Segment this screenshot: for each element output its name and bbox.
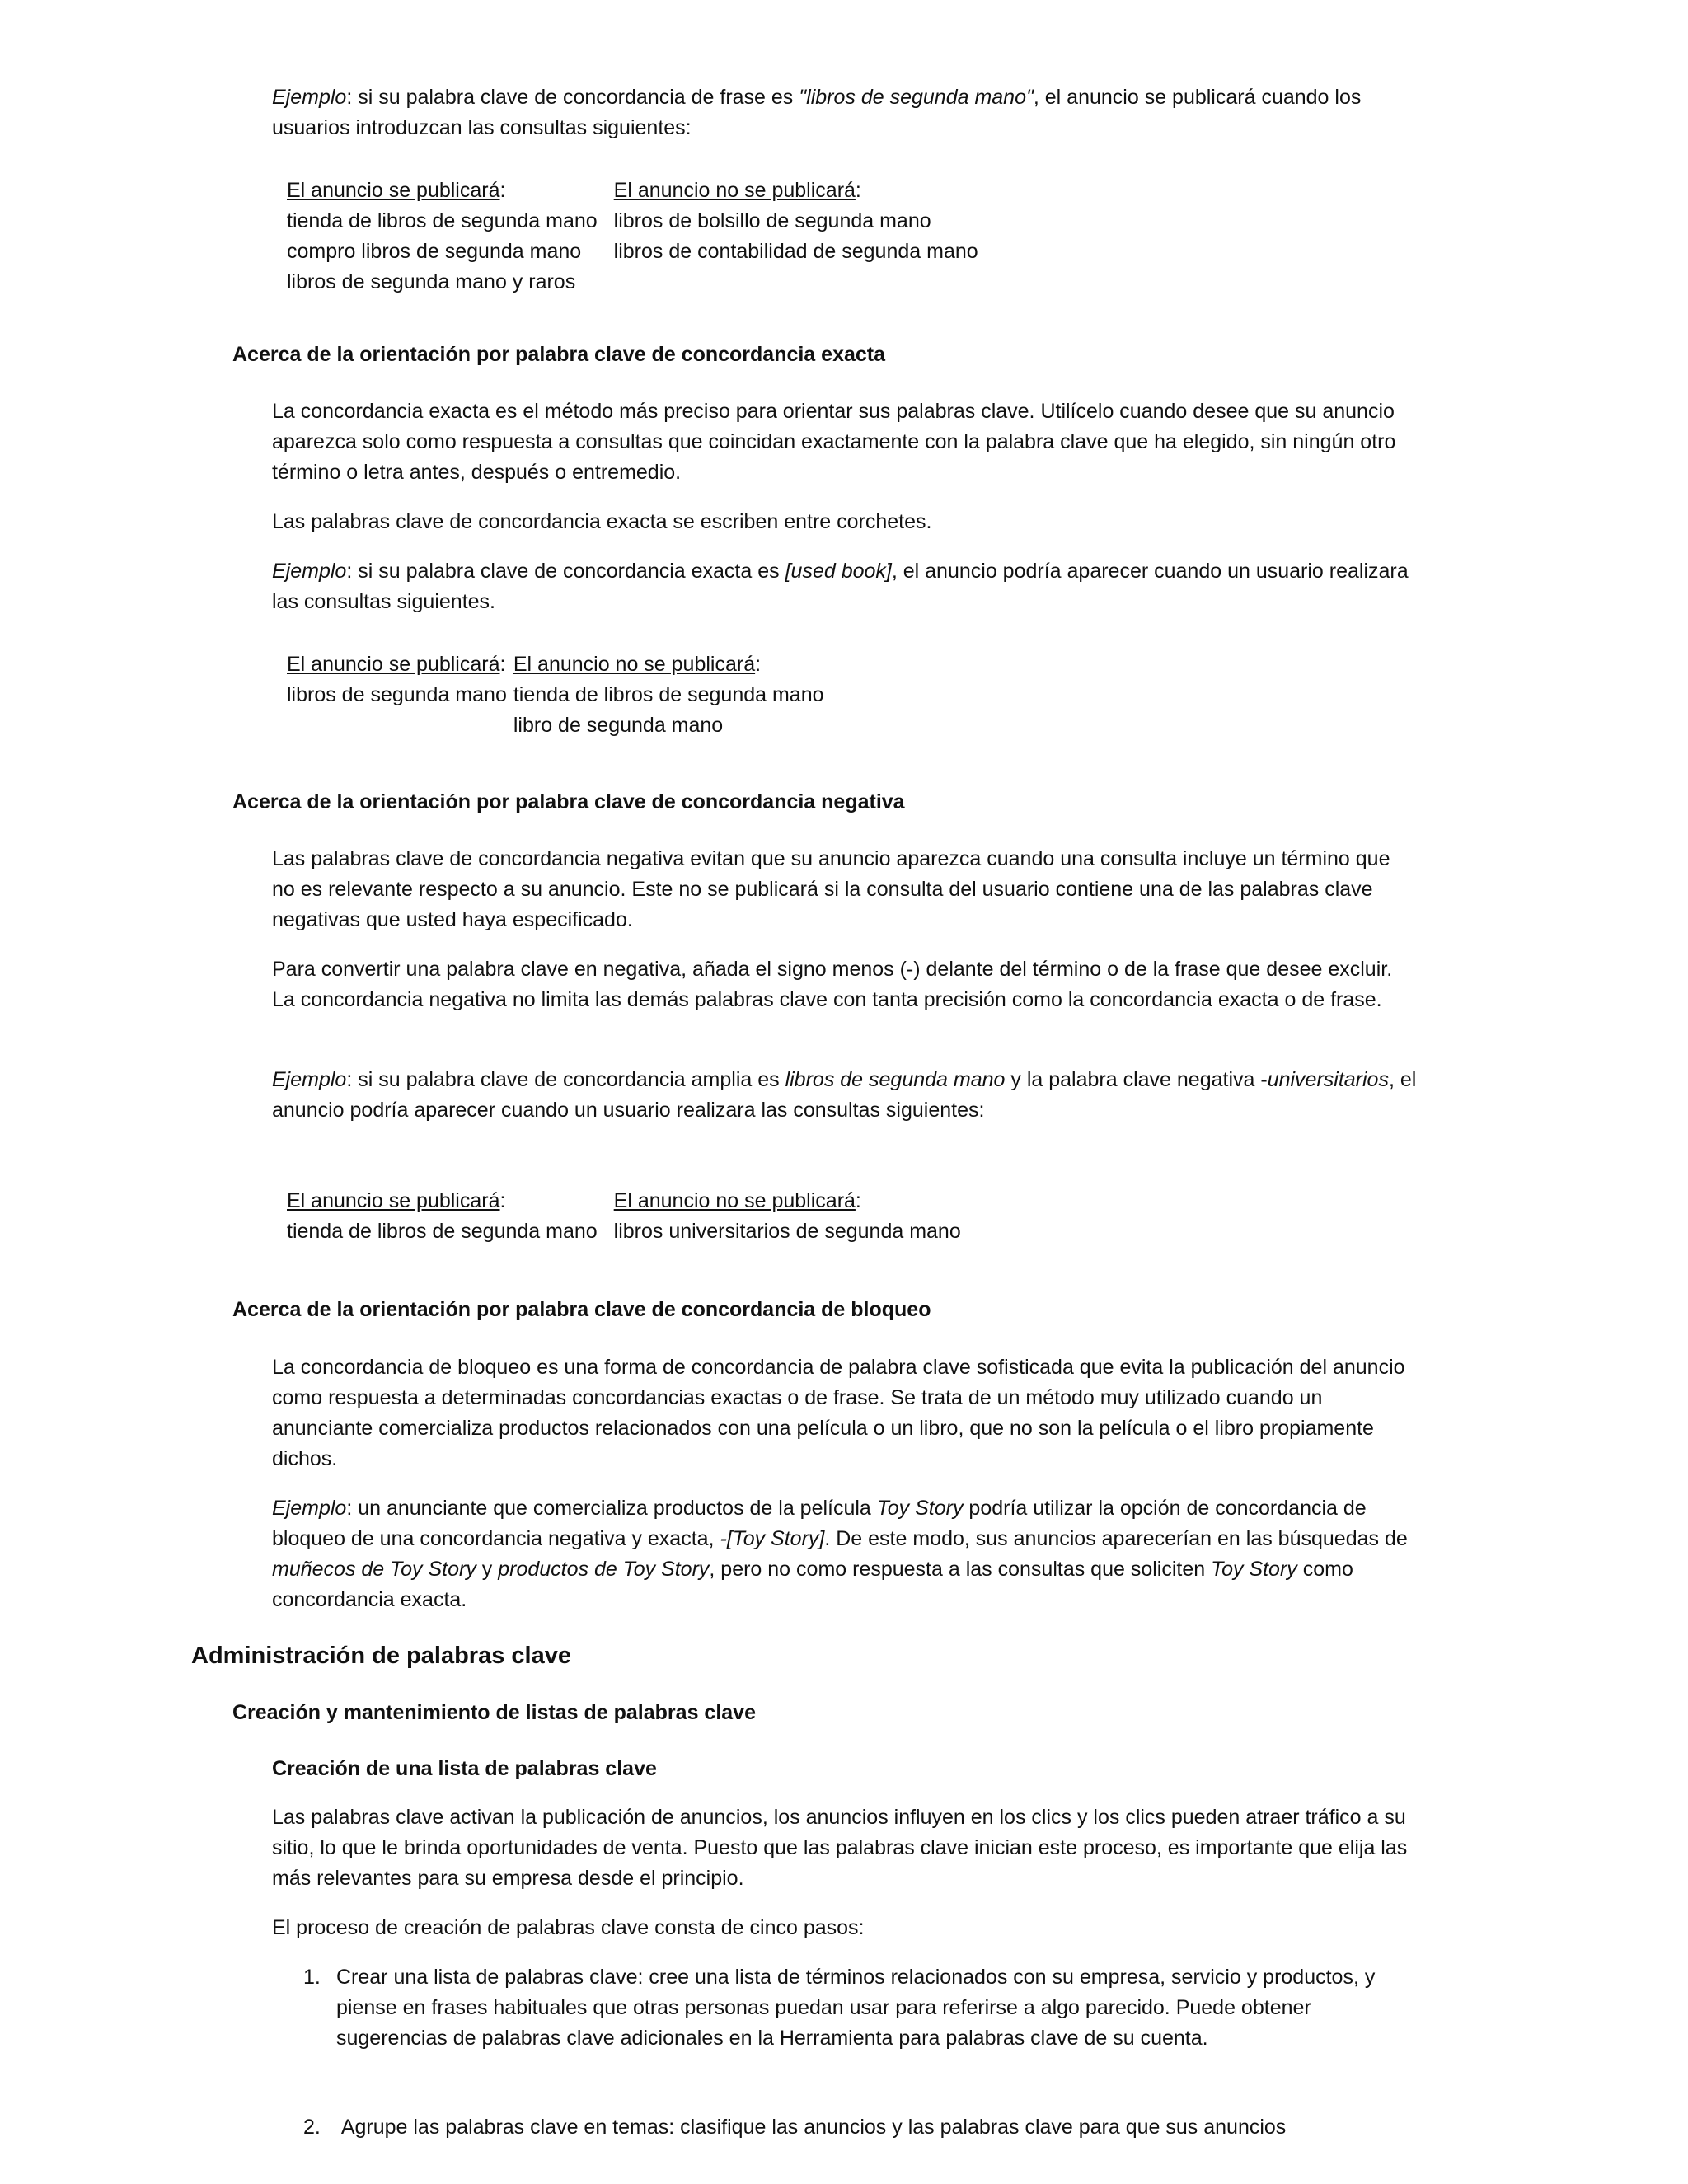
negative-example-paragraph: Ejemplo: si su palabra clave de concordancia amplia es libros de segunda mano y la palabra clave negativa -universitarios, el anuncio podría aparecer cuando un usuario realizara las consultas siguientes: bbox=[272, 1068, 1417, 1122]
table-cell: libros de segunda mano bbox=[287, 683, 507, 706]
table-cell: libros de contabilidad de segunda mano bbox=[613, 240, 978, 263]
table-cell: tienda de libros de segunda mano bbox=[287, 209, 598, 232]
exact-paragraph-2: Las palabras clave de concordancia exacta se escriben entre corchetes. bbox=[272, 510, 932, 533]
col-header-published: El anuncio se publicará bbox=[287, 653, 500, 676]
list-item-text: Crear una lista de palabras clave: cree una lista de términos relacionados con su empresa, servicio y productos, y piense en frases habituales que otras personas puedan usar para referirse a algo parecido. Puede obtener sugerencias de palabras clave adicionales en la Herramienta para palabras clave de su cuenta. bbox=[336, 1966, 1376, 2050]
table-cell: tienda de libros de segunda mano bbox=[287, 1220, 598, 1243]
list-item-clipped bbox=[272, 2112, 1426, 2139]
col-header-published: El anuncio se publicará bbox=[287, 179, 500, 202]
blocking-paragraph-1: La concordancia de bloqueo es una forma de concordancia de palabra clave sofisticada que evita la publicación del anuncio como respuesta a determinadas concordancias exactas o de frase. Se trata de un método muy utilizado cuando un anunciante comercializa productos relacionados con una película o un libro, que no son la película o el libro propiamente dichos. bbox=[272, 1356, 1405, 1470]
exact-example-table: El anuncio se publicará: El anuncio no se publicará: libros de segunda mano tienda de libros de segunda mano libro de segunda mano bbox=[287, 649, 824, 741]
section-heading-admin: Administración de palabras clave bbox=[191, 1643, 571, 1669]
section-heading-blocking: Acerca de la orientación por palabra clave de concordancia de bloqueo bbox=[232, 1298, 931, 1321]
exact-paragraph-1: La concordancia exacta es el método más preciso para orientar sus palabras clave. Utilícelo cuando desee que su anuncio aparezca solo como respuesta a consultas que coincidan exactamente con la palabra clave que ha elegido, sin ningún otro término o letra antes, después o entremedio. bbox=[272, 400, 1396, 484]
negative-example-table: El anuncio se publicará: El anuncio no se publicará: tienda de libros de segunda mano libros universitarios de segunda mano bbox=[287, 1186, 961, 1247]
admin-paragraph-1: Las palabras clave activan la publicación de anuncios, los anuncios influyen en los clics y los clics pueden atraer tráfico a su sitio, lo que le brinda oportunidades de venta. Puesto que las palabras clave inician este proceso, es importante que elija las más relevantes para su empresa desde el principio. bbox=[272, 1806, 1408, 1890]
table-cell bbox=[287, 710, 513, 741]
table-cell: libros universitarios de segunda mano bbox=[613, 1220, 961, 1243]
table-cell: compro libros de segunda mano bbox=[287, 240, 582, 263]
blocking-example-paragraph: Ejemplo: un anunciante que comercializa productos de la película Toy Story podría utilizar la opción de concordancia de bloqueo de una concordancia negativa y exacta, -[Toy Story]. De este modo, sus anuncios aparecerían en las búsquedas de muñecos de Toy Story y productos de Toy Story, pero no como respuesta a las consultas que soliciten Toy Story como concordancia exacta. bbox=[272, 1497, 1408, 1611]
list-item-number: 2. bbox=[303, 2116, 321, 2139]
table-cell: tienda de libros de segunda mano bbox=[513, 683, 824, 706]
subheading-lists: Creación y mantenimiento de listas de palabras clave bbox=[232, 1701, 756, 1724]
section-heading-exact: Acerca de la orientación por palabra clave de concordancia exacta bbox=[232, 343, 886, 366]
list-item-number: 1. bbox=[303, 1966, 321, 1989]
table-cell: libros de segunda mano y raros bbox=[287, 270, 576, 293]
table-cell: libro de segunda mano bbox=[513, 714, 724, 737]
admin-paragraph-2: El proceso de creación de palabras clave consta de cinco pasos: bbox=[272, 1916, 865, 1939]
col-header-not-published: El anuncio no se publicará bbox=[613, 1189, 856, 1212]
col-header-published: El anuncio se publicará bbox=[287, 1189, 500, 1212]
list-item-text: Agrupe las palabras clave en temas: clasifique las anuncios y las palabras clave para que sus anuncios bbox=[340, 2116, 1287, 2139]
table-cell bbox=[614, 267, 978, 298]
subsubheading-create-list: Creación de una lista de palabras clave bbox=[272, 1757, 657, 1780]
negative-paragraph-2: Para convertir una palabra clave en negativa, añada el signo menos (-) delante del término o de la frase que desee excluir. La concordancia negativa no limita las demás palabras clave con tanta precisión como la concordancia exacta o de frase. bbox=[272, 958, 1393, 1011]
col-header-not-published: El anuncio no se publicará bbox=[513, 653, 756, 676]
phrase-example-paragraph: Ejemplo: si su palabra clave de concordancia de frase es "libros de segunda mano", el anuncio se publicará cuando los usuarios introduzcan las consultas siguientes: bbox=[272, 86, 1362, 139]
phrase-example-table: El anuncio se publicará: El anuncio no se publicará: tienda de libros de segunda mano libros de bolsillo de segunda mano compro libros de segunda mano libros de contabilidad de segunda mano libros de segunda mano y raros bbox=[287, 176, 978, 298]
col-header-not-published: El anuncio no se publicará bbox=[613, 179, 856, 202]
exact-example-paragraph: Ejemplo: si su palabra clave de concordancia exacta es [used book], el anuncio podría aparecer cuando un usuario realizara las consultas siguientes. bbox=[272, 560, 1409, 613]
negative-paragraph-1: Las palabras clave de concordancia negativa evitan que su anuncio aparezca cuando una consulta incluye un término que no es relevante respecto a su anuncio. Este no se publicará si la consulta del usuario contiene una de las palabras clave negativas que usted haya especificado. bbox=[272, 847, 1390, 931]
table-cell: libros de bolsillo de segunda mano bbox=[613, 209, 931, 232]
section-heading-negative: Acerca de la orientación por palabra clave de concordancia negativa bbox=[232, 790, 905, 813]
